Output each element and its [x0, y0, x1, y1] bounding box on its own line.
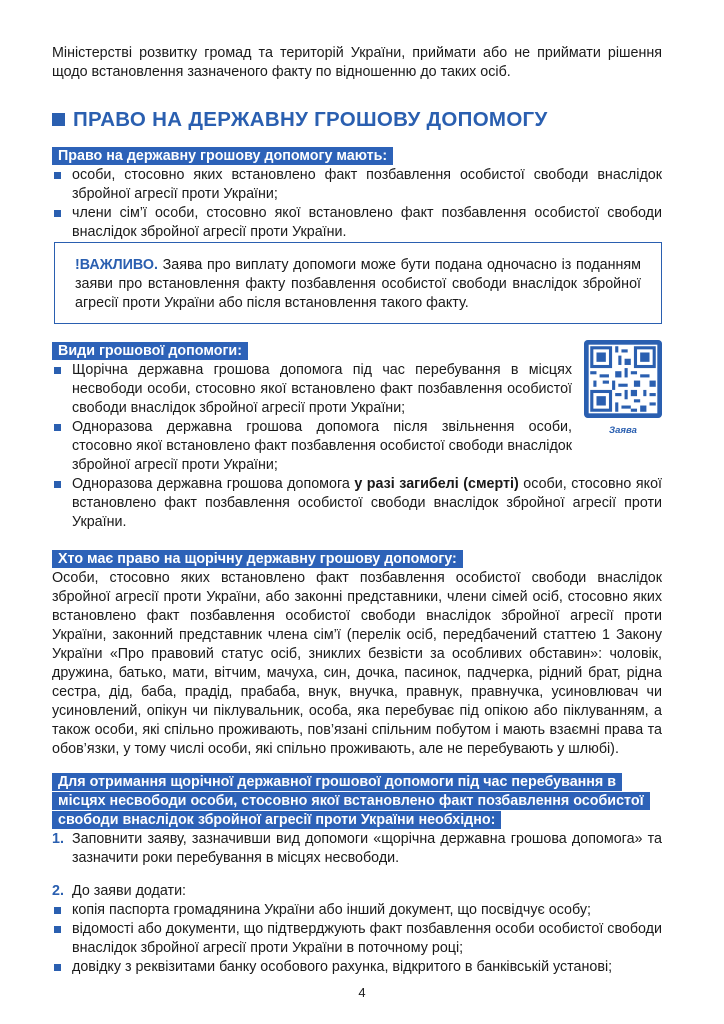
types-list-continued [52, 475, 662, 532]
steps-list [52, 830, 662, 901]
step-text: Заповнити заяву, зазначивши вид допомоги «щорічна державна грошова допомога» та зазначити роки перебування в місцях несвободи. [72, 831, 662, 866]
bullet-square-icon [54, 172, 61, 179]
required-heading-block [52, 773, 662, 830]
types-section [52, 342, 662, 532]
list-item-emphasis: у разі загибелі (смерті) [354, 476, 519, 492]
eligible-list [52, 166, 662, 242]
list-item-text: особи, стосовно якої встановлено факт позбавлення особистої свободи внаслідок збройної агресії проти України. [72, 476, 662, 530]
list-item [52, 418, 572, 475]
step-item [52, 830, 662, 868]
types-heading-block [52, 342, 572, 361]
important-label: !ВАЖЛИВО. [75, 257, 158, 273]
list-item [52, 475, 662, 532]
list-item [52, 901, 662, 920]
section-title-text: ПРАВО НА ДЕРЖАВНУ ГРОШОВУ ДОПОМОГУ [73, 108, 548, 131]
bullet-square-icon [54, 926, 61, 933]
bullet-square-icon [54, 210, 61, 217]
list-item-text: відомості або документи, що підтверджують факт позбавлення особи особистої свободи внаслідок збройної агресії проти України в поточному році; [72, 921, 662, 956]
required-heading: Для отримання щорічної державної грошової допомоги під час перебування в місцях несвободи особи, стосовно якої встановлено факт позбавлення особистої свободи внаслідок збройної агресії проти України необхідно: [52, 773, 650, 829]
bullet-square-icon [54, 367, 61, 374]
page-number: 4 [358, 985, 366, 1000]
list-item-text: копія паспорта громадянина України або інший документ, що посвідчує особу; [72, 902, 591, 918]
document-page [52, 44, 662, 977]
qr-code-block[interactable] [584, 340, 662, 440]
bullet-square-icon [54, 907, 61, 914]
intro-paragraph: Міністерстві розвитку громад та територій України, приймати або не приймати рішення щодо встановлення зазначеного факту по відношенню до таких осіб. [52, 45, 662, 80]
qr-code-icon[interactable] [584, 340, 662, 418]
list-item-text: особи, стосовно яких встановлено факт позбавлення особистої свободи внаслідок збройної агресії проти України; [72, 167, 662, 202]
step-number: 2. [52, 883, 64, 899]
important-text: Заява про виплату допомоги може бути подана одночасно із поданням заяви про встановлення факту позбавлення особистої свободи внаслідок збройної агресії проти України або після встановлення такого факту. [75, 257, 641, 311]
bullet-square-icon [54, 481, 61, 488]
bullet-square-icon [54, 964, 61, 971]
bullet-square-icon [54, 424, 61, 431]
list-item-text: довідку з реквізитами банку особового рахунка, відкритого в банківській установі; [72, 959, 613, 975]
step-item [52, 882, 662, 901]
eligible-heading: Право на державну грошову допомогу мають: [52, 147, 393, 165]
title-square-icon [52, 113, 65, 126]
list-item-text: Одноразова державна грошова допомога [72, 476, 355, 492]
qr-caption: Заява [609, 425, 637, 436]
list-item [52, 920, 662, 958]
annual-heading-block [52, 550, 662, 569]
list-item-text: Щорічна державна грошова допомога під час перебування в місцях несвободи особи, стосовно якої встановлено факт позбавлення особистої свободи внаслідок збройної агресії проти України; [72, 362, 572, 416]
list-item [52, 166, 662, 204]
important-notice [54, 242, 662, 324]
list-item [52, 361, 572, 418]
step-text: До заяви додати: [72, 883, 187, 899]
eligible-heading-block [52, 147, 662, 166]
list-item [52, 958, 662, 977]
annual-paragraph: Особи, стосовно яких встановлено факт позбавлення особистої свободи внаслідок збройної агресії проти України, або законні представники, члени сімей осіб, стосовно яких встановлено факт позбавлення особистої свободи внаслідок збройної агресії проти України, законний представник члена сім’ї (перелік осіб, передбачений статтею 1 Закону України «Про правовий статус осіб, зниклих безвісти за особливих обставин»: чоловік, дружина, батько, мати, вітчим, мачуха, син, дочка, пасинок, падчерка, рідний брат, рідна сестра, дід, баба, прадід, прабаба, внук, внучка, правнук, правнучка, усиновлювач чи усиновлений, опікун чи піклувальник, особа, яка перебуває під опікою або піклуванням, а також особи, які спільно проживають, пов’язані спільним побутом і мають взаємні права та обов’язки, у тому числі особи, які спільно проживають, але не перебувають у шлюбі). [52, 570, 662, 757]
list-item-text: члени сім’ї особи, стосовно якої встановлено факт позбавлення особистої свободи внаслідок збройної агресії проти України. [72, 205, 662, 240]
types-list [52, 361, 572, 475]
docs-list [52, 901, 662, 977]
step-number: 1. [52, 831, 64, 847]
section-title [52, 110, 662, 129]
list-item [52, 204, 662, 242]
types-heading: Види грошової допомоги: [52, 342, 248, 360]
list-item-text: Одноразова державна грошова допомога після звільнення особи, стосовно якої встановлено факт позбавлення особистої свободи внаслідок збройної агресії проти України; [72, 419, 572, 473]
annual-heading: Хто має право на щорічну державну грошову допомогу: [52, 550, 463, 568]
